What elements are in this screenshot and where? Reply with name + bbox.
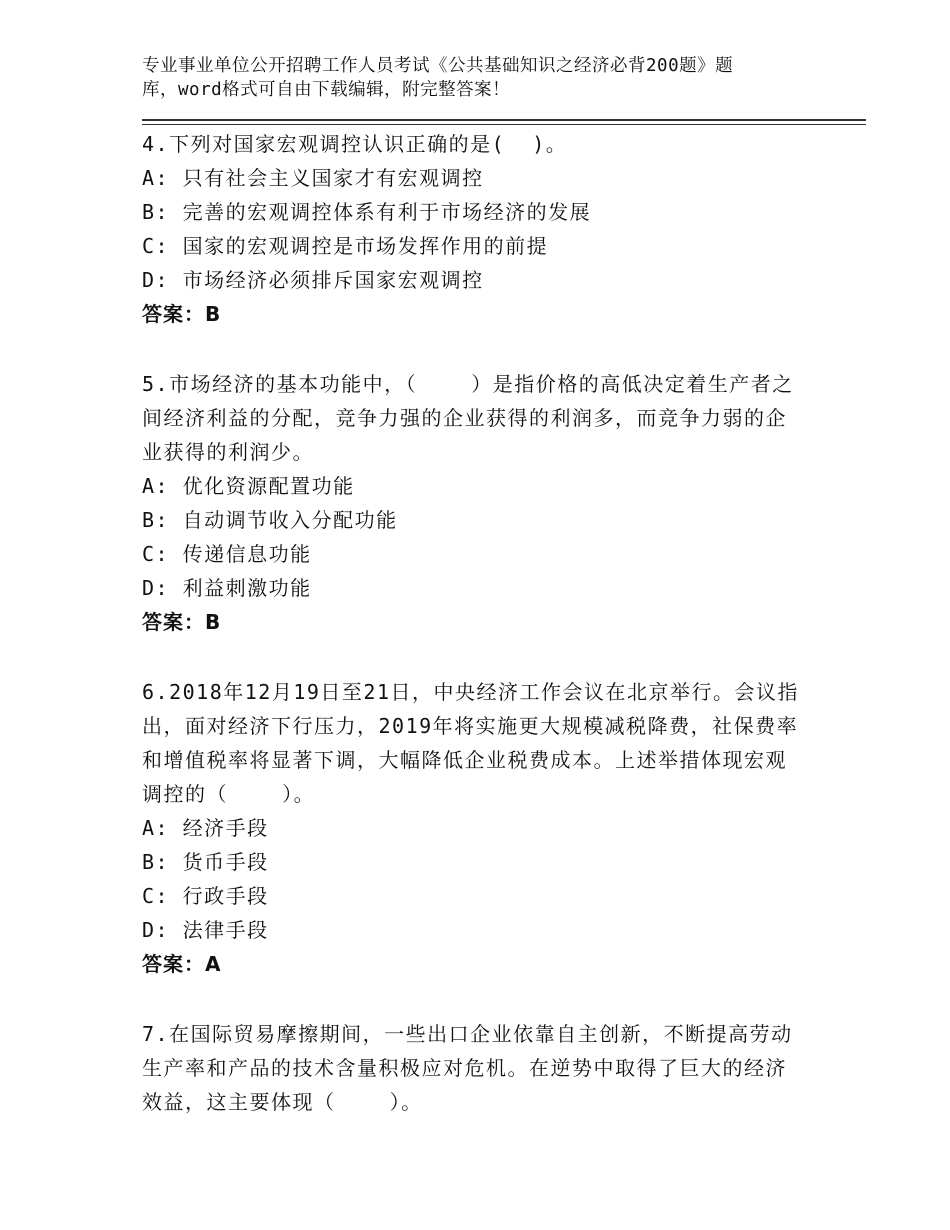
question-stem-line: 生产率和产品的技术含量积极应对危机。在逆势中取得了巨大的经济: [142, 1056, 787, 1080]
option-b: B: 货币手段: [142, 850, 269, 874]
option-a: A: 只有社会主义国家才有宏观调控: [142, 166, 484, 190]
option-d: D: 利益刺激功能: [142, 576, 312, 600]
question-stem-line: 效益，这主要体现（ ）。: [142, 1090, 423, 1114]
question-stem-line: 业获得的利润少。: [142, 440, 314, 464]
question-stem-line: 出，面对经济下行压力，2019年将实施更大规模减税降费，社保费率: [142, 714, 799, 738]
option-a: A: 优化资源配置功能: [142, 474, 355, 498]
answer-label: 答案：B: [142, 610, 222, 634]
header-divider-thick: [142, 119, 866, 121]
question-stem-line: 调控的（ ）。: [142, 782, 316, 806]
answer-label: 答案：B: [142, 302, 222, 326]
question-stem-line: 6.2018年12月19日至21日，中央经济工作会议在北京举行。会议指: [142, 680, 799, 704]
question-stem-line: 和增值税率将显著下调，大幅降低企业税费成本。上述举措体现宏观: [142, 748, 787, 772]
document-header: [142, 54, 802, 102]
option-b: B: 完善的宏观调控体系有利于市场经济的发展: [142, 200, 592, 224]
answer-label: 答案：A: [142, 952, 222, 976]
question-6: [142, 675, 802, 981]
option-d: D: 市场经济必须排斥国家宏观调控: [142, 268, 484, 292]
question-stem-line: 7.在国际贸易摩擦期间，一些出口企业依靠自主创新，不断提高劳动: [142, 1022, 793, 1046]
question-5: [142, 367, 802, 639]
option-d: D: 法律手段: [142, 918, 269, 942]
question-stem-line: 间经济利益的分配，竞争力强的企业获得的利润多，而竞争力弱的企: [142, 406, 787, 430]
header-title-line-1: 专业事业单位公开招聘工作人员考试《公共基础知识之经济必背200题》题: [142, 56, 734, 76]
question-7: [142, 1017, 802, 1119]
question-4: [142, 127, 802, 331]
option-c: C: 国家的宏观调控是市场发挥作用的前提: [142, 234, 549, 258]
option-c: C: 传递信息功能: [142, 542, 312, 566]
question-stem: 4.下列对国家宏观调控认识正确的是( )。: [142, 132, 568, 156]
option-b: B: 自动调节收入分配功能: [142, 508, 398, 532]
header-divider-thin: [142, 124, 866, 125]
option-a: A: 经济手段: [142, 816, 269, 840]
question-list: [142, 127, 802, 1155]
header-title-line-2: 库，word格式可自由下载编辑，附完整答案！: [142, 80, 511, 100]
question-stem-line: 5.市场经济的基本功能中，（ ）是指价格的高低决定着生产者之: [142, 372, 794, 396]
option-c: C: 行政手段: [142, 884, 269, 908]
